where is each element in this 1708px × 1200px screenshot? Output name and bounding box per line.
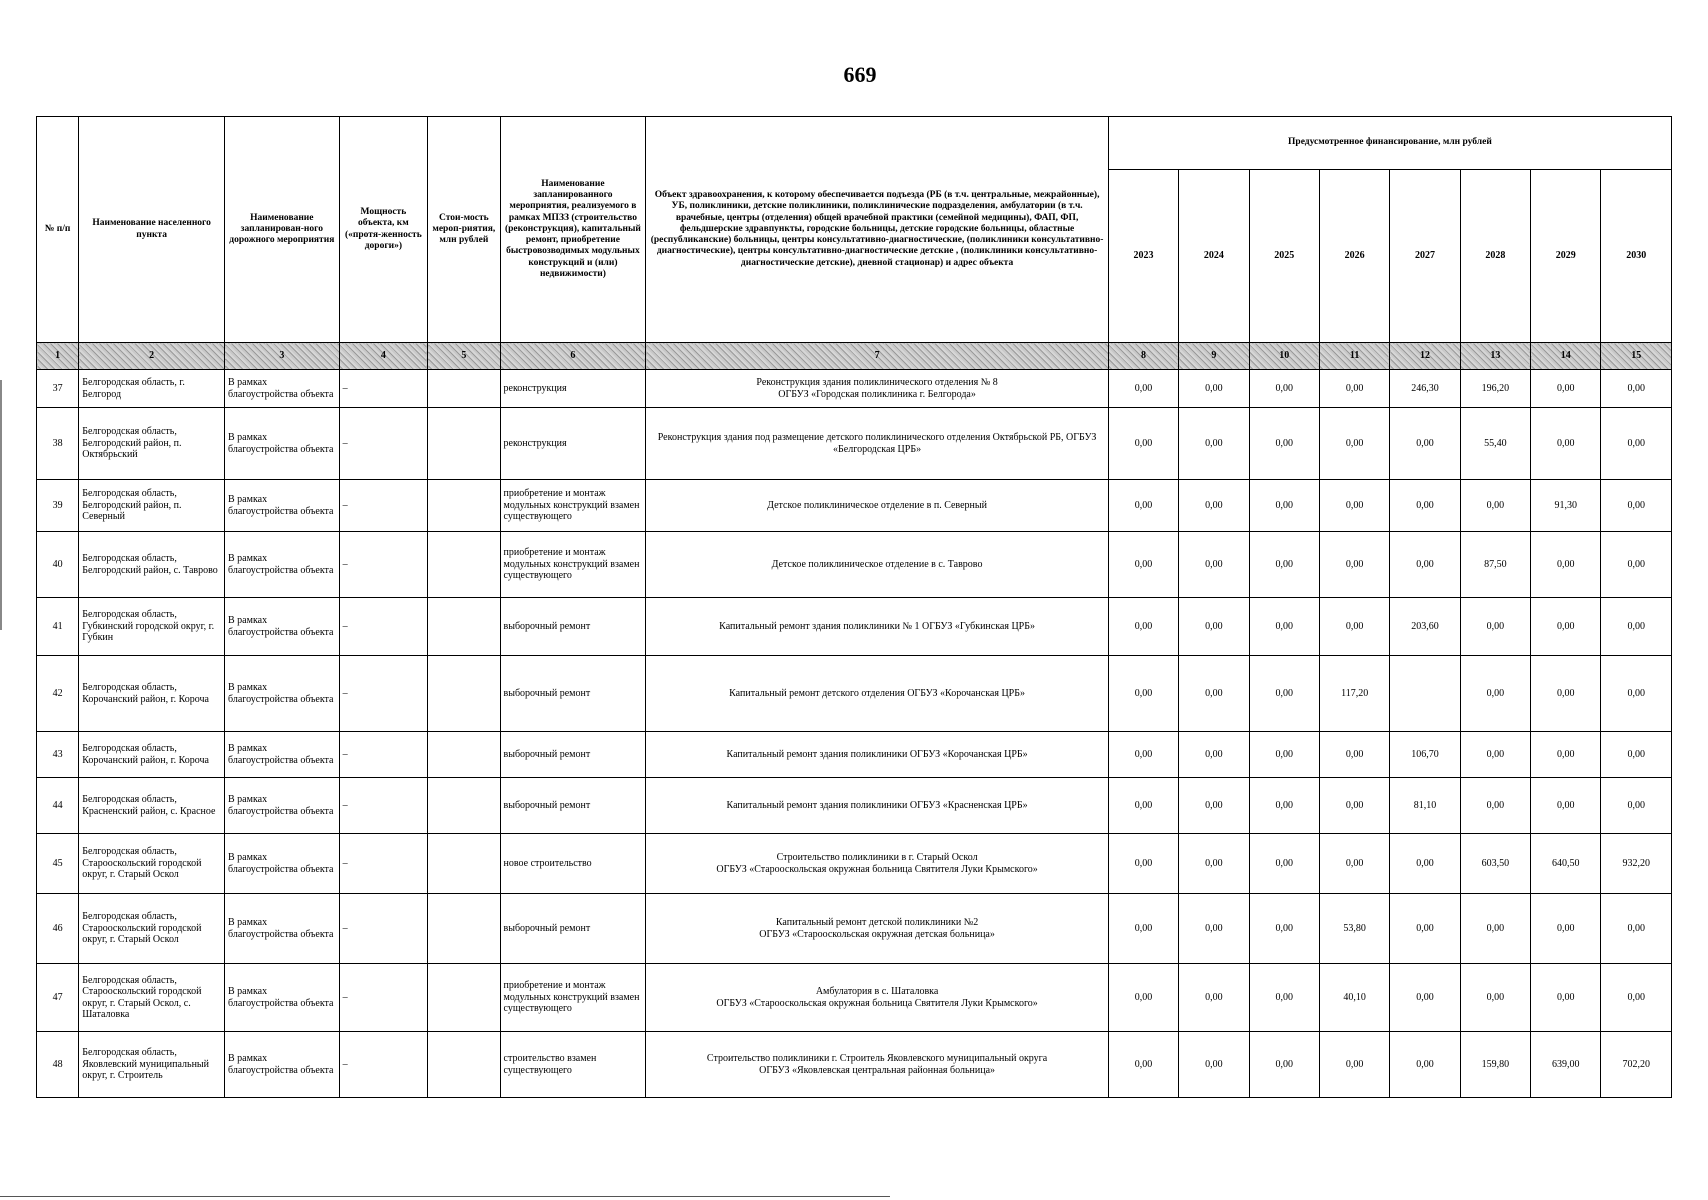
- financing-value-cell: 0,00: [1460, 480, 1530, 532]
- cost-cell: [428, 598, 500, 656]
- capacity-cell: –: [339, 778, 427, 834]
- table-row: [37, 1032, 1672, 1098]
- financing-value-cell: 0,00: [1179, 598, 1249, 656]
- financing-value-cell: 0,00: [1390, 480, 1460, 532]
- place-cell: Белгородская область, Красненский район, с. Красное: [79, 778, 225, 834]
- financing-value-cell: 0,00: [1249, 408, 1319, 480]
- financing-value-cell: 0,00: [1108, 732, 1178, 778]
- capacity-cell: –: [339, 598, 427, 656]
- financing-value-cell: 0,00: [1319, 732, 1389, 778]
- financing-value-cell: 0,00: [1531, 370, 1601, 408]
- cost-cell: [428, 408, 500, 480]
- place-cell: Белгородская область, Белгородский район, п. Октябрьский: [79, 408, 225, 480]
- road-activity-cell: В рамках благоустройства объекта: [225, 732, 340, 778]
- health-object-cell: Капитальный ремонт детского отделения ОГБУЗ «Корочанская ЦРБ»: [646, 656, 1109, 732]
- capacity-cell: –: [339, 964, 427, 1032]
- financing-value-cell: 0,00: [1108, 894, 1178, 964]
- financing-value-cell: 0,00: [1108, 532, 1178, 598]
- financing-value-cell: 203,60: [1390, 598, 1460, 656]
- scan-edge-mark: [0, 380, 2, 630]
- row-number: 48: [37, 1032, 79, 1098]
- financing-value-cell: 40,10: [1319, 964, 1389, 1032]
- row-number: 45: [37, 834, 79, 894]
- financing-value-cell: 159,80: [1460, 1032, 1530, 1098]
- cost-cell: [428, 778, 500, 834]
- financing-value-cell: 0,00: [1319, 370, 1389, 408]
- activity-cell: выборочный ремонт: [500, 598, 646, 656]
- header-row-1: [37, 117, 1672, 170]
- table-row: [37, 370, 1672, 408]
- financing-value-cell: 0,00: [1108, 598, 1178, 656]
- table-row: [37, 656, 1672, 732]
- place-cell: Белгородская область, Старооскольский городской округ, г. Старый Оскол: [79, 834, 225, 894]
- road-activity-cell: В рамках благоустройства объекта: [225, 656, 340, 732]
- capacity-cell: –: [339, 834, 427, 894]
- financing-value-cell: 0,00: [1390, 834, 1460, 894]
- financing-value-cell: 0,00: [1601, 598, 1672, 656]
- column-index-cell: 8: [1108, 343, 1178, 370]
- cost-cell: [428, 656, 500, 732]
- financing-value-cell: 0,00: [1531, 778, 1601, 834]
- financing-value-cell: 0,00: [1319, 480, 1389, 532]
- column-index-cell: 9: [1179, 343, 1249, 370]
- financing-value-cell: 0,00: [1601, 778, 1672, 834]
- financing-value-cell: 0,00: [1531, 598, 1601, 656]
- header-capacity: Мощность объекта, км («протя-женность дороги»): [339, 117, 427, 343]
- row-number: 38: [37, 408, 79, 480]
- road-activity-cell: В рамках благоустройства объекта: [225, 894, 340, 964]
- health-object-cell: Строительство поликлиники г. Строитель Яковлевского муниципальный округа ОГБУЗ «Яковлевская центральная районная больница»: [646, 1032, 1109, 1098]
- column-index-row: [37, 343, 1672, 370]
- table-row: [37, 964, 1672, 1032]
- financing-value-cell: 0,00: [1601, 370, 1672, 408]
- road-activity-cell: В рамках благоустройства объекта: [225, 480, 340, 532]
- financing-value-cell: 0,00: [1531, 656, 1601, 732]
- header-year: 2028: [1460, 170, 1530, 343]
- financing-value-cell: 117,20: [1319, 656, 1389, 732]
- header-year: 2027: [1390, 170, 1460, 343]
- header-number: № п/п: [37, 117, 79, 343]
- header-year: 2024: [1179, 170, 1249, 343]
- financing-value-cell: 0,00: [1319, 834, 1389, 894]
- table-wrapper: [36, 116, 1672, 1098]
- financing-value-cell: 0,00: [1601, 732, 1672, 778]
- header-road-activity: Наименование запланирован-ного дорожного мероприятия: [225, 117, 340, 343]
- health-object-cell: Капитальный ремонт здания поликлиники ОГБУЗ «Красненская ЦРБ»: [646, 778, 1109, 834]
- financing-value-cell: 0,00: [1179, 1032, 1249, 1098]
- financing-value-cell: 0,00: [1601, 532, 1672, 598]
- financing-table: [36, 116, 1672, 1098]
- capacity-cell: –: [339, 1032, 427, 1098]
- financing-value-cell: 0,00: [1249, 480, 1319, 532]
- cost-cell: [428, 370, 500, 408]
- financing-value-cell: 0,00: [1179, 732, 1249, 778]
- activity-cell: новое строительство: [500, 834, 646, 894]
- financing-value-cell: 91,30: [1531, 480, 1601, 532]
- road-activity-cell: В рамках благоустройства объекта: [225, 964, 340, 1032]
- financing-value-cell: 196,20: [1460, 370, 1530, 408]
- financing-value-cell: 0,00: [1249, 894, 1319, 964]
- financing-value-cell: 0,00: [1531, 408, 1601, 480]
- financing-value-cell: 0,00: [1460, 964, 1530, 1032]
- row-number: 39: [37, 480, 79, 532]
- header-year: 2030: [1601, 170, 1672, 343]
- financing-value-cell: 0,00: [1460, 778, 1530, 834]
- financing-value-cell: 0,00: [1179, 532, 1249, 598]
- activity-cell: выборочный ремонт: [500, 894, 646, 964]
- table-row: [37, 894, 1672, 964]
- column-index-cell: 10: [1249, 343, 1319, 370]
- activity-cell: приобретение и монтаж модульных конструкций взамен существующего: [500, 964, 646, 1032]
- financing-value-cell: 106,70: [1390, 732, 1460, 778]
- financing-value-cell: 0,00: [1108, 964, 1178, 1032]
- row-number: 47: [37, 964, 79, 1032]
- financing-value-cell: 0,00: [1108, 656, 1178, 732]
- place-cell: Белгородская область, Старооскольский городской округ, г. Старый Оскол: [79, 894, 225, 964]
- financing-value-cell: 0,00: [1179, 894, 1249, 964]
- financing-value-cell: 0,00: [1179, 408, 1249, 480]
- road-activity-cell: В рамках благоустройства объекта: [225, 408, 340, 480]
- financing-value-cell: 0,00: [1249, 732, 1319, 778]
- health-object-cell: Строительство поликлиники в г. Старый Оскол ОГБУЗ «Старооскольская окружная больница Святителя Луки Крымского»: [646, 834, 1109, 894]
- activity-cell: выборочный ремонт: [500, 656, 646, 732]
- financing-value-cell: 0,00: [1108, 834, 1178, 894]
- financing-value-cell: 0,00: [1531, 964, 1601, 1032]
- table-row: [37, 834, 1672, 894]
- table-row: [37, 778, 1672, 834]
- financing-value-cell: 0,00: [1249, 964, 1319, 1032]
- column-index-cell: 11: [1319, 343, 1389, 370]
- table-row: [37, 598, 1672, 656]
- financing-value-cell: 81,10: [1390, 778, 1460, 834]
- road-activity-cell: В рамках благоустройства объекта: [225, 778, 340, 834]
- row-number: 41: [37, 598, 79, 656]
- header-year: 2023: [1108, 170, 1178, 343]
- financing-value-cell: 0,00: [1601, 894, 1672, 964]
- column-index-cell: 3: [225, 343, 340, 370]
- place-cell: Белгородская область, Яковлевский муниципальный округ, г. Строитель: [79, 1032, 225, 1098]
- footer-rule: [0, 1196, 890, 1197]
- row-number: 42: [37, 656, 79, 732]
- activity-cell: приобретение и монтаж модульных конструкций взамен существующего: [500, 480, 646, 532]
- header-cost: Стои-мость мероп-риятия, млн рублей: [428, 117, 500, 343]
- financing-value-cell: 640,50: [1531, 834, 1601, 894]
- activity-cell: строительство взамен существующего: [500, 1032, 646, 1098]
- financing-value-cell: 0,00: [1531, 532, 1601, 598]
- activity-cell: приобретение и монтаж модульных конструкций взамен существующего: [500, 532, 646, 598]
- financing-value-cell: 0,00: [1531, 894, 1601, 964]
- financing-value-cell: 0,00: [1108, 778, 1178, 834]
- financing-value-cell: 639,00: [1531, 1032, 1601, 1098]
- column-index-cell: 12: [1390, 343, 1460, 370]
- financing-value-cell: 0,00: [1390, 894, 1460, 964]
- financing-value-cell: 0,00: [1249, 598, 1319, 656]
- financing-value-cell: [1390, 656, 1460, 732]
- financing-value-cell: 0,00: [1390, 408, 1460, 480]
- row-number: 46: [37, 894, 79, 964]
- health-object-cell: Капитальный ремонт здания поликлиники № 1 ОГБУЗ «Губкинская ЦРБ»: [646, 598, 1109, 656]
- financing-value-cell: 55,40: [1460, 408, 1530, 480]
- place-cell: Белгородская область, Губкинский городской округ, г. Губкин: [79, 598, 225, 656]
- road-activity-cell: В рамках благоустройства объекта: [225, 834, 340, 894]
- column-index-cell: 6: [500, 343, 646, 370]
- financing-value-cell: 0,00: [1531, 732, 1601, 778]
- cost-cell: [428, 1032, 500, 1098]
- capacity-cell: –: [339, 894, 427, 964]
- financing-value-cell: 0,00: [1319, 598, 1389, 656]
- financing-value-cell: 0,00: [1249, 370, 1319, 408]
- financing-value-cell: 0,00: [1108, 370, 1178, 408]
- header-year: 2025: [1249, 170, 1319, 343]
- row-number: 43: [37, 732, 79, 778]
- financing-value-cell: 0,00: [1249, 1032, 1319, 1098]
- table-row: [37, 732, 1672, 778]
- column-index-cell: 15: [1601, 343, 1672, 370]
- health-object-cell: Капитальный ремонт детской поликлиники №2 ОГБУЗ «Старооскольская окружная детская больница»: [646, 894, 1109, 964]
- road-activity-cell: В рамках благоустройства объекта: [225, 1032, 340, 1098]
- financing-value-cell: 0,00: [1179, 480, 1249, 532]
- health-object-cell: Реконструкция здания под размещение детского поликлинического отделения Октябрьской РБ, ОГБУЗ «Белгородская ЦРБ»: [646, 408, 1109, 480]
- financing-value-cell: 0,00: [1390, 964, 1460, 1032]
- capacity-cell: –: [339, 480, 427, 532]
- financing-value-cell: 0,00: [1249, 778, 1319, 834]
- financing-value-cell: 53,80: [1319, 894, 1389, 964]
- cost-cell: [428, 480, 500, 532]
- financing-value-cell: 702,20: [1601, 1032, 1672, 1098]
- financing-value-cell: 0,00: [1460, 732, 1530, 778]
- capacity-cell: –: [339, 656, 427, 732]
- financing-value-cell: 0,00: [1390, 532, 1460, 598]
- financing-value-cell: 0,00: [1179, 778, 1249, 834]
- financing-value-cell: 87,50: [1460, 532, 1530, 598]
- road-activity-cell: В рамках благоустройства объекта: [225, 598, 340, 656]
- place-cell: Белгородская область, г. Белгород: [79, 370, 225, 408]
- column-index-cell: 4: [339, 343, 427, 370]
- activity-cell: выборочный ремонт: [500, 732, 646, 778]
- table-row: [37, 532, 1672, 598]
- header-financing: Предусмотренное финансирование, млн рублей: [1108, 117, 1671, 170]
- health-object-cell: Капитальный ремонт здания поликлиники ОГБУЗ «Корочанская ЦРБ»: [646, 732, 1109, 778]
- financing-value-cell: 0,00: [1108, 480, 1178, 532]
- header-activity: Наименование запланированного мероприятия, реализуемого в рамках МПЗЗ (строительство (реконструкция), капитальный ремонт, приобретение быстровозводимых модульных конструкций и (или) недвижимости): [500, 117, 646, 343]
- cost-cell: [428, 834, 500, 894]
- health-object-cell: Реконструкция здания поликлинического отделения № 8 ОГБУЗ «Городская поликлиника г. Белгорода»: [646, 370, 1109, 408]
- financing-value-cell: 0,00: [1460, 656, 1530, 732]
- place-cell: Белгородская область, Белгородский район, п. Северный: [79, 480, 225, 532]
- capacity-cell: –: [339, 732, 427, 778]
- header-object: Объект здравоохранения, к которому обеспечивается подъезда (РБ (в т.ч. центральные, межрайонные), УБ, поликлиники, детские поликлиники, поликлинические подразделения, амбулатории (в т.ч. врачебные, центры (отделения) общей врачебной практики (семейной медицины), ФАП, ФП, фельдшерские здравпункты, городские больницы, детские городские больницы, областные (республиканские) больницы, центры консультативно-диагностические, (поликлиники консультативно-диагностические), центры консультативно-диагностические детские , (поликлиники консультативно-диагностические детские), дневной стационар) и адрес объекта: [646, 117, 1109, 343]
- column-index-cell: 2: [79, 343, 225, 370]
- capacity-cell: –: [339, 370, 427, 408]
- place-cell: Белгородская область, Старооскольский городской округ, г. Старый Оскол, с. Шаталовка: [79, 964, 225, 1032]
- column-index-cell: 1: [37, 343, 79, 370]
- column-index-cell: 7: [646, 343, 1109, 370]
- health-object-cell: Детское поликлиническое отделение в с. Таврово: [646, 532, 1109, 598]
- place-cell: Белгородская область, Белгородский район, с. Таврово: [79, 532, 225, 598]
- financing-value-cell: 0,00: [1179, 964, 1249, 1032]
- financing-value-cell: 932,20: [1601, 834, 1672, 894]
- financing-value-cell: 0,00: [1179, 370, 1249, 408]
- row-number: 37: [37, 370, 79, 408]
- table-row: [37, 408, 1672, 480]
- table-row: [37, 480, 1672, 532]
- financing-value-cell: 603,50: [1460, 834, 1530, 894]
- financing-value-cell: 0,00: [1601, 964, 1672, 1032]
- financing-value-cell: 0,00: [1108, 408, 1178, 480]
- health-object-cell: Детское поликлиническое отделение в п. Северный: [646, 480, 1109, 532]
- financing-value-cell: 0,00: [1249, 834, 1319, 894]
- header-year: 2026: [1319, 170, 1389, 343]
- row-number: 44: [37, 778, 79, 834]
- financing-value-cell: 0,00: [1460, 598, 1530, 656]
- column-index-cell: 14: [1531, 343, 1601, 370]
- cost-cell: [428, 964, 500, 1032]
- financing-value-cell: 0,00: [1390, 1032, 1460, 1098]
- capacity-cell: –: [339, 532, 427, 598]
- cost-cell: [428, 532, 500, 598]
- activity-cell: реконструкция: [500, 408, 646, 480]
- cost-cell: [428, 732, 500, 778]
- place-cell: Белгородская область, Корочанский район, г. Короча: [79, 732, 225, 778]
- financing-value-cell: 246,30: [1390, 370, 1460, 408]
- financing-value-cell: 0,00: [1108, 1032, 1178, 1098]
- capacity-cell: –: [339, 408, 427, 480]
- header-year: 2029: [1531, 170, 1601, 343]
- cost-cell: [428, 894, 500, 964]
- financing-value-cell: 0,00: [1319, 1032, 1389, 1098]
- financing-value-cell: 0,00: [1319, 778, 1389, 834]
- place-cell: Белгородская область, Корочанский район, г. Короча: [79, 656, 225, 732]
- activity-cell: выборочный ремонт: [500, 778, 646, 834]
- financing-value-cell: 0,00: [1249, 656, 1319, 732]
- financing-value-cell: 0,00: [1179, 656, 1249, 732]
- column-index-cell: 5: [428, 343, 500, 370]
- road-activity-cell: В рамках благоустройства объекта: [225, 370, 340, 408]
- page-number: 669: [843, 62, 877, 87]
- financing-value-cell: 0,00: [1460, 894, 1530, 964]
- financing-value-cell: 0,00: [1319, 532, 1389, 598]
- financing-value-cell: 0,00: [1179, 834, 1249, 894]
- financing-value-cell: 0,00: [1601, 408, 1672, 480]
- column-index-cell: 13: [1460, 343, 1530, 370]
- health-object-cell: Амбулатория в с. Шаталовка ОГБУЗ «Старооскольская окружная больница Святителя Луки Крымского»: [646, 964, 1109, 1032]
- row-number: 40: [37, 532, 79, 598]
- financing-value-cell: 0,00: [1249, 532, 1319, 598]
- road-activity-cell: В рамках благоустройства объекта: [225, 532, 340, 598]
- header-place: Наименование населенного пункта: [79, 117, 225, 343]
- financing-value-cell: 0,00: [1601, 480, 1672, 532]
- financing-value-cell: 0,00: [1319, 408, 1389, 480]
- financing-value-cell: 0,00: [1601, 656, 1672, 732]
- activity-cell: реконструкция: [500, 370, 646, 408]
